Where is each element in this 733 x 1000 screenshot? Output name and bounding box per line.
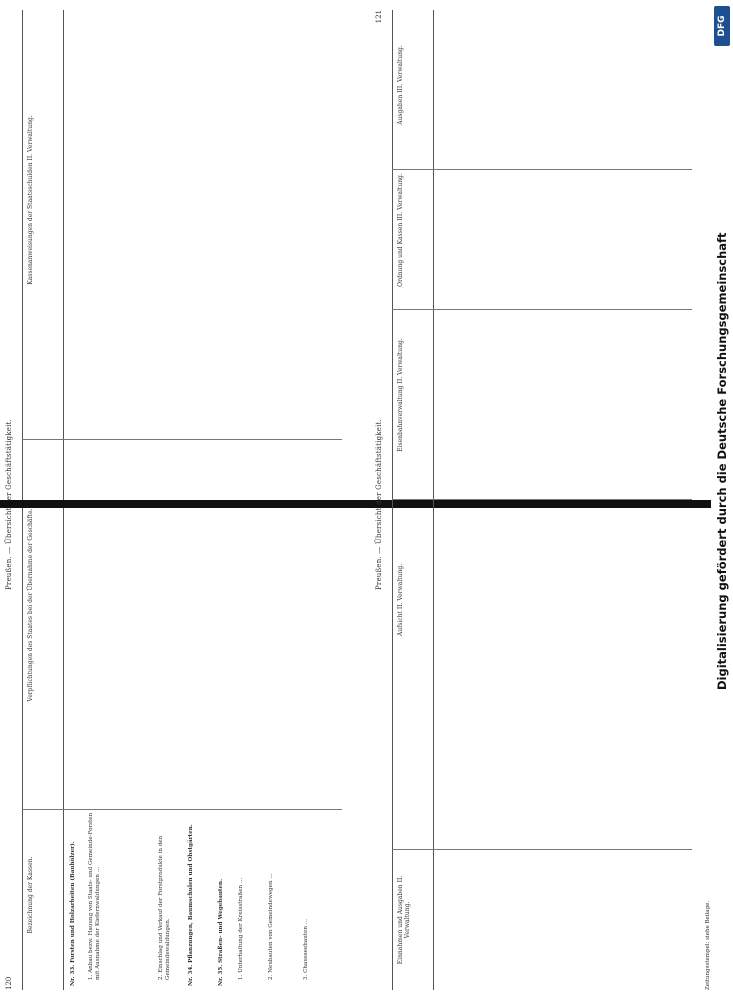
right-col-head-1: Einnahmen und Ausgaben II. Verwaltung. (397, 875, 411, 965)
left-entry-5: Nr. 35. Straßen- und Wegebauten. (218, 878, 224, 986)
right-col-divider-4 (392, 169, 692, 170)
right-page-rotated (370, 0, 730, 1000)
left-entry-1: Nr. 33. Forsten und Holzarbeiten (Bauhölzer). (70, 841, 76, 986)
left-col-head-2: Verpflichtungen des Staates bei der Übernahme der Geschäfte. (27, 508, 34, 702)
right-page-title: Preußen. — Übersicht der Geschäftstätigkeit. (375, 419, 383, 590)
dfg-logo-icon (714, 6, 730, 46)
right-col-divider-1 (392, 849, 692, 850)
left-entry-4: Nr. 34. Pflanzungen, Baumschulen und Obstgärten. (188, 824, 194, 986)
right-col-head-2: Aufsicht II. Verwaltung. (397, 563, 404, 637)
left-entry-8: 3. Chausseebauten ... (303, 918, 309, 980)
right-page-number: 121 (375, 10, 383, 24)
right-col-head-3: Eisenbahnverwaltung II. Verwaltung. (397, 338, 404, 452)
right-page (370, 0, 730, 1000)
left-entry-7: 2. Neubauten von Gemeindewegen ... (268, 873, 274, 980)
left-page-number: 120 (5, 976, 13, 990)
left-entry-3: 2. Einschlag und Verkauf der Forstprodukte in den Gemeindewaldungen. (158, 834, 171, 980)
right-col-head-5: Ausgaben III. Verwaltung. (397, 45, 404, 125)
left-col-head-1: Bezeichnung der Kassen. (27, 856, 34, 934)
right-column-headers (392, 10, 434, 990)
right-col-head-4: Ordnung und Kassen III. Verwaltung. (397, 173, 404, 287)
dfg-logo-label: DFG (717, 15, 727, 37)
right-col-divider-3 (392, 309, 692, 310)
left-entry-6: 1. Unterhaltung der Kreisstraßen ... (238, 877, 244, 980)
right-page-header (376, 10, 386, 990)
dfg-watermark-text: Digitalisierung gefördert durch die Deutsche Forschungsgemeinschaft (715, 232, 729, 690)
left-col-head-3: Kassenanweisungen der Staatsschulden II. Verwaltung. (27, 115, 34, 285)
left-entry-2: 1. Anbau bezw. Hauung von Staats- und Gemeinde-Forsten mit Ausnahme der Kiefernwaldungen ... (88, 811, 101, 980)
dfg-watermark-strip (711, 0, 733, 1000)
right-page-footnote: Zeitungsstempel: siehe Beilage. (704, 900, 711, 990)
right-col-divider-2 (392, 499, 692, 500)
